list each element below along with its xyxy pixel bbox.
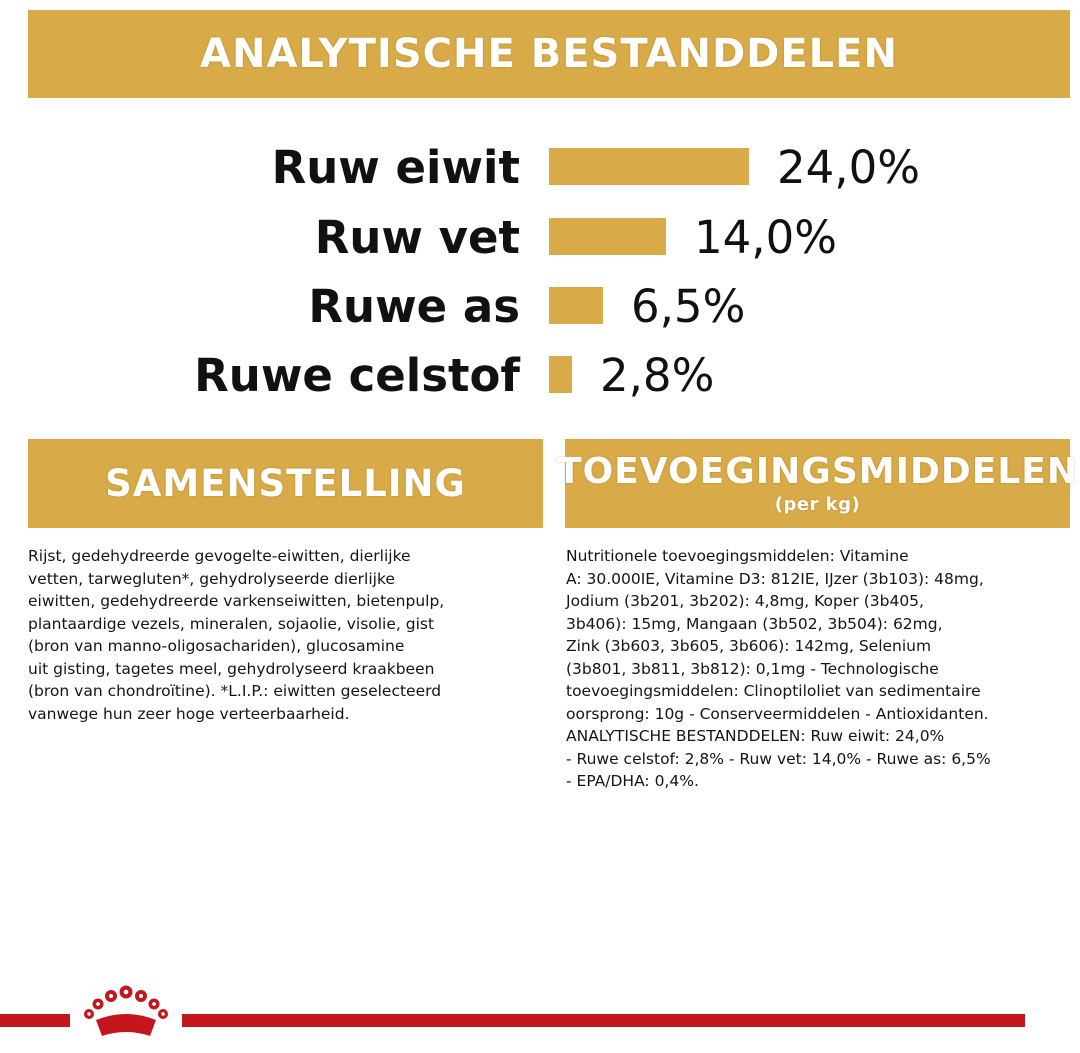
text-line: Nutritionele toevoegingsmiddelen: Vitamine — [566, 547, 909, 565]
text-line: Jodium (3b201, 3b202): 4,8mg, Koper (3b405, — [566, 592, 924, 610]
text-line: vanwege hun zeer hoge verteerbaarheid. — [28, 704, 350, 723]
composition-title: SAMENSTELLING — [105, 462, 466, 505]
text-line: - EPA/DHA: 0,4%. — [566, 772, 699, 790]
text-line: oorsprong: 10g - Conserveermiddelen - Antioxidanten. — [566, 704, 989, 723]
additives-subtitle: (per kg) — [774, 493, 861, 515]
composition-header — [28, 439, 543, 528]
analysis-header — [28, 10, 1070, 98]
text-line: eiwitten, gedehydreerde varkenseiwitten, bietenpulp, — [28, 592, 445, 610]
row-label: Ruw vet — [314, 211, 520, 264]
row-label: Ruw eiwit — [271, 141, 520, 194]
text-line: uit gisting, tagetes meel, gehydrolyseerd kraakbeen — [28, 659, 435, 678]
text-line: 3b406): 15mg, Mangaan (3b502, 3b504): 62mg, — [566, 614, 943, 633]
text-line: (3b801, 3b811, 3b812): 0,1mg - Technologische — [566, 659, 939, 678]
additives-title: TOEVOEGINGSMIDDELEN — [557, 450, 1078, 492]
row-bar — [549, 148, 749, 185]
text-line: (bron van chondroïtine). *L.I.P.: eiwitten geselecteerd — [28, 682, 442, 700]
row-value: 6,5% — [631, 280, 746, 333]
row-bar — [549, 356, 572, 393]
text-line: Rijst, gedehydreerde gevogelte-eiwitten, dierlijke — [28, 547, 411, 565]
row-bar — [549, 287, 603, 324]
text-line: - Ruwe celstof: 2,8% - Ruw vet: 14,0% - Ruwe as: 6,5% — [566, 749, 991, 768]
analysis-row-ash — [0, 281, 1080, 333]
row-value: 14,0% — [694, 211, 837, 264]
row-bar — [549, 218, 666, 255]
text-line: toevoegingsmiddelen: Clinoptiloliet van sedimentaire — [566, 682, 981, 700]
analysis-row-fibre — [0, 350, 1080, 402]
text-line: (bron van manno-oligosachariden), glucosamine — [28, 637, 405, 655]
additives-text — [566, 545, 1071, 793]
analysis-row-protein — [0, 142, 1080, 194]
row-value: 2,8% — [600, 349, 715, 402]
analysis-title: ANALYTISCHE BESTANDDELEN — [200, 31, 898, 77]
row-label: Ruwe celstof — [194, 349, 520, 402]
text-line: ANALYTISCHE BESTANDDELEN: Ruw eiwit: 24,0% — [566, 727, 945, 745]
analysis-row-fat — [0, 212, 1080, 264]
text-line: plantaardige vezels, mineralen, sojaolie, visolie, gist — [28, 614, 435, 633]
row-value: 24,0% — [777, 141, 920, 194]
text-line: Zink (3b603, 3b605, 3b606): 142mg, Selenium — [566, 637, 932, 655]
additives-header — [557, 439, 1078, 528]
text-line: vetten, tarwegluten*, gehydrolyseerde dierlijke — [28, 569, 395, 588]
royal-crown-icon — [70, 982, 182, 1048]
text-line: A: 30.000IE, Vitamine D3: 812IE, IJzer (3b103): 48mg, — [566, 569, 984, 588]
composition-text — [28, 545, 543, 725]
row-label: Ruwe as — [308, 280, 520, 333]
